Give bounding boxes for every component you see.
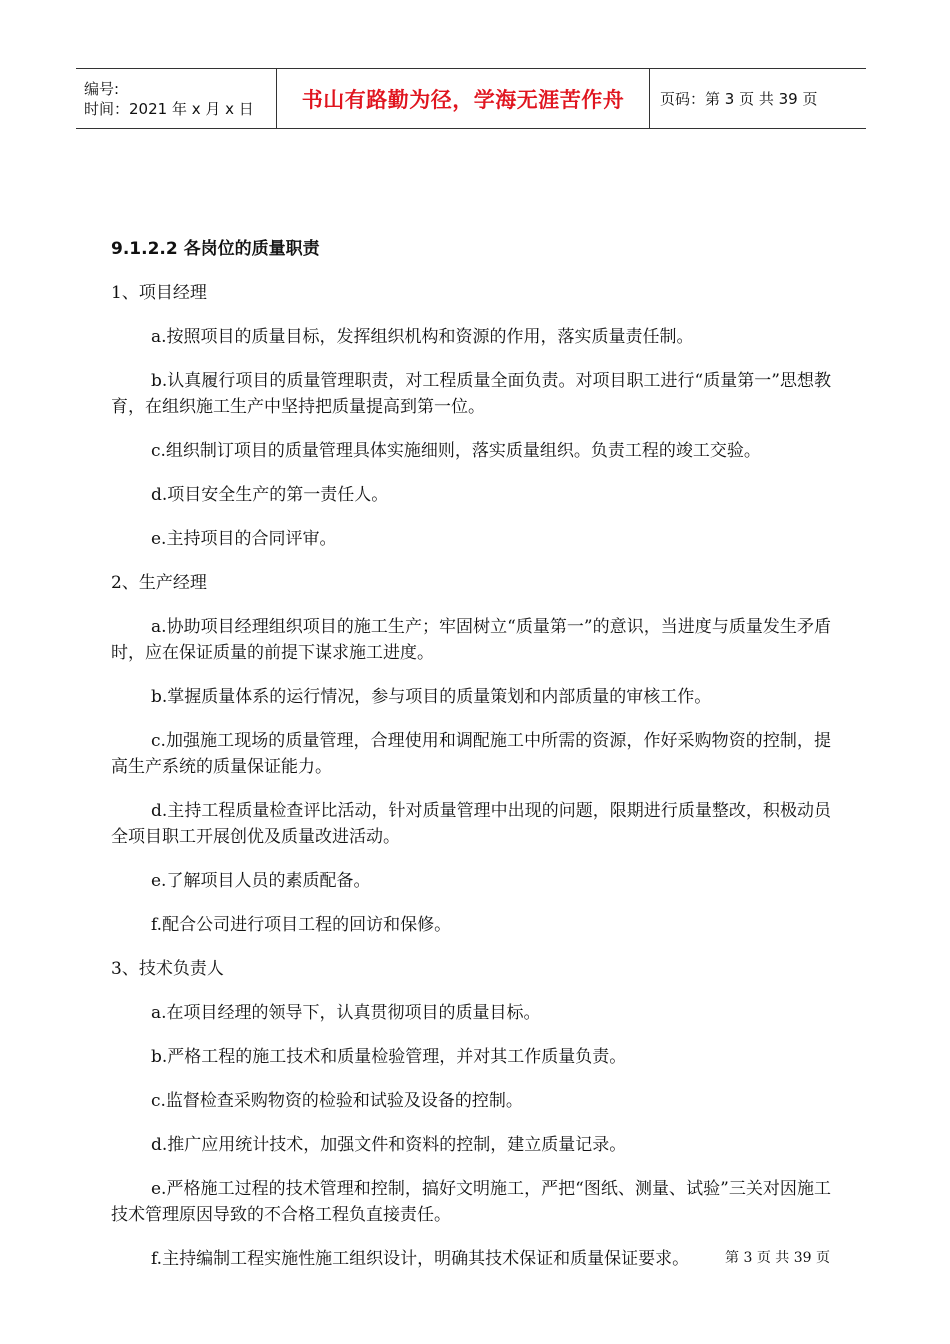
section-title: 3、技术负责人: [111, 959, 224, 979]
paragraph: d.推广应用统计技术，加强文件和资料的控制，建立质量记录。: [151, 1135, 627, 1155]
paragraph: e.严格施工过程的技术管理和控制，搞好文明施工，严把“图纸、测量、试验”三关对因施工技术管理原因导致的不合格工程负直接责任。: [111, 1179, 831, 1225]
section-production-manager: [111, 570, 831, 938]
paragraph: e.了解项目人员的素质配备。: [151, 871, 371, 891]
paragraph: d.项目安全生产的第一责任人。: [151, 485, 389, 505]
paragraph: f.配合公司进行项目工程的回访和保修。: [151, 915, 452, 935]
paragraph: a.协助项目经理组织项目的施工生产；牢固树立“质量第一”的意识，当进度与质量发生矛盾时，应在保证质量的前提下谋求施工进度。: [111, 617, 831, 663]
paragraph: c.组织制订项目的质量管理具体实施细则，落实质量组织。负责工程的竣工交验。: [151, 441, 761, 461]
paragraph: c.加强施工现场的质量管理，合理使用和调配施工中所需的资源，作好采购物资的控制，提高生产系统的质量保证能力。: [111, 731, 831, 777]
section-heading: 9.1.2.2 各岗位的质量职责: [111, 239, 320, 259]
page-header: [76, 68, 866, 129]
paragraph: f.主持编制工程实施性施工组织设计，明确其技术保证和质量保证要求。: [151, 1249, 690, 1269]
paragraph: c.监督检查采购物资的检验和试验及设备的控制。: [151, 1091, 523, 1111]
document-body: [111, 236, 831, 1290]
header-meta: [76, 69, 277, 128]
paragraph: e.主持项目的合同评审。: [151, 529, 337, 549]
paragraph: a.按照项目的质量目标，发挥组织机构和资源的作用，落实质量责任制。: [151, 327, 694, 347]
header-page-info: 页码：第 3 页 共 39 页: [660, 90, 818, 108]
document-number-label: 编号:: [84, 79, 120, 98]
document-date: 时间：2021 年 x 月 x 日: [84, 99, 254, 118]
page-footer: 第 3 页 共 39 页: [725, 1250, 830, 1266]
section-title: 1、项目经理: [111, 283, 207, 303]
section-title: 2、生产经理: [111, 573, 207, 593]
paragraph: d.主持工程质量检查评比活动，针对质量管理中出现的问题，限期进行质量整改，积极动员全项目职工开展创优及质量改进活动。: [111, 801, 831, 847]
paragraph: b.认真履行项目的质量管理职责，对工程质量全面负责。对项目职工进行“质量第一”思想教育，在组织施工生产中坚持把质量提高到第一位。: [111, 371, 831, 417]
paragraph: b.掌握质量体系的运行情况，参与项目的质量策划和内部质量的审核工作。: [151, 687, 712, 707]
section-project-manager: [111, 280, 831, 552]
header-motto: 书山有路勤为径，学海无涯苦作舟: [277, 69, 650, 128]
section-technical-lead: [111, 956, 831, 1272]
paragraph: a.在项目经理的领导下，认真贯彻项目的质量目标。: [151, 1003, 541, 1023]
paragraph: b.严格工程的施工技术和质量检验管理，并对其工作质量负责。: [151, 1047, 627, 1067]
